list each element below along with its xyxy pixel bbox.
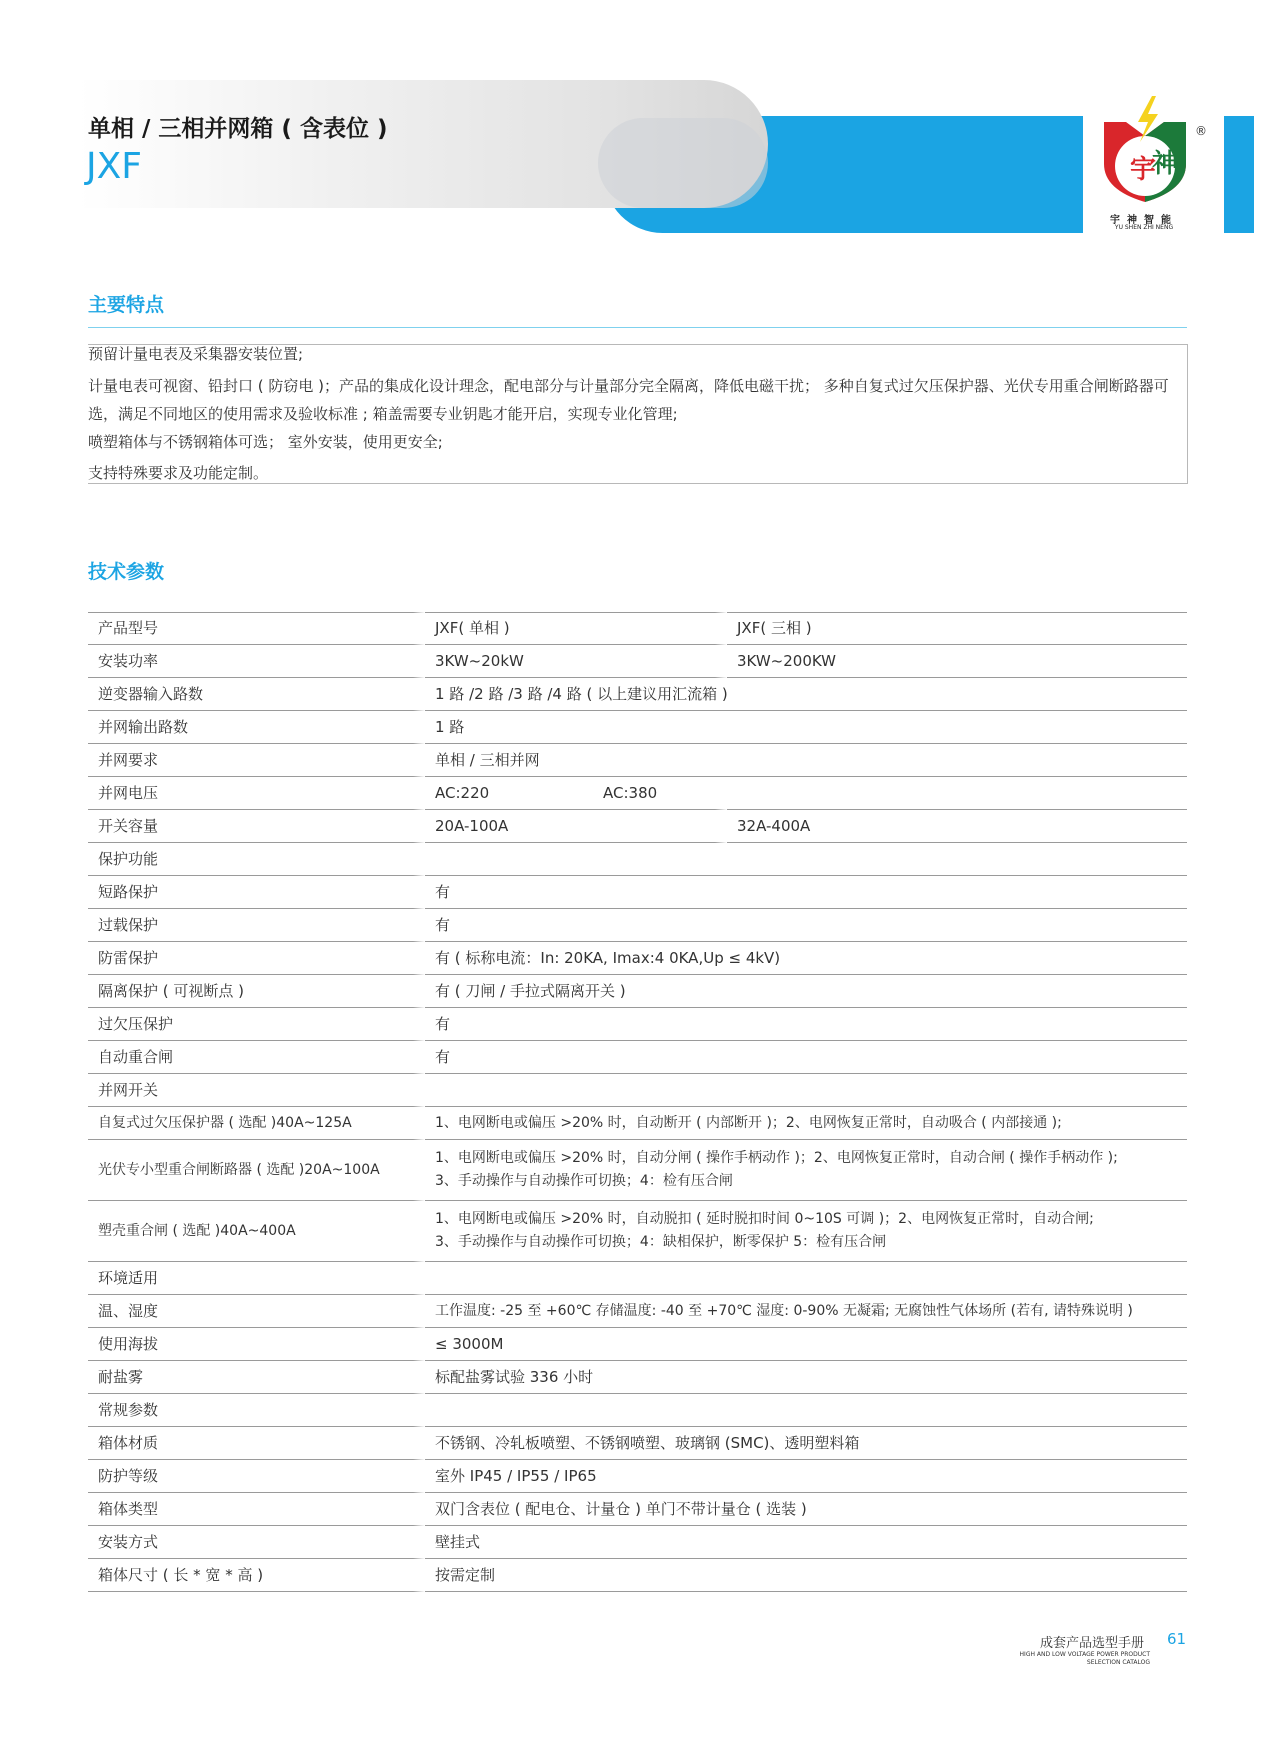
spec-label: 使用海拔 bbox=[88, 1328, 425, 1361]
spec-label: 开关容量 bbox=[88, 810, 425, 843]
spec-label: 安装功率 bbox=[88, 645, 425, 678]
spec-value: 按需定制 bbox=[425, 1559, 1187, 1592]
spec-label: 并网要求 bbox=[88, 744, 425, 777]
spec-value: 壁挂式 bbox=[425, 1526, 1187, 1559]
table-row bbox=[88, 975, 1187, 1008]
spec-value: 有 bbox=[425, 1008, 1187, 1041]
table-row bbox=[88, 1460, 1187, 1493]
footer-catalog-en bbox=[980, 1651, 1150, 1667]
spec-label: 塑壳重合闸 ( 选配 )40A~400A bbox=[88, 1201, 425, 1262]
table-row bbox=[88, 645, 1187, 678]
table-row bbox=[88, 612, 1187, 645]
table-row bbox=[88, 843, 1187, 876]
spec-label: 保护功能 bbox=[88, 843, 425, 876]
spec-label: 箱体材质 bbox=[88, 1427, 425, 1460]
table-row bbox=[88, 810, 1187, 843]
spec-value bbox=[425, 1074, 1187, 1107]
spec-label: 光伏专小型重合闸断路器 ( 选配 )20A~100A bbox=[88, 1140, 425, 1201]
footer-catalog-cn: 成套产品选型手册 bbox=[1040, 1636, 1145, 1651]
spec-value: 有 bbox=[425, 876, 1187, 909]
table-row bbox=[88, 777, 1187, 810]
table-row bbox=[88, 744, 1187, 777]
spec-label: 常规参数 bbox=[88, 1394, 425, 1427]
table-row bbox=[88, 711, 1187, 744]
spec-value: 标配盐雾试验 336 小时 bbox=[425, 1361, 1187, 1394]
table-row bbox=[88, 1559, 1187, 1592]
spec-label: 并网输出路数 bbox=[88, 711, 425, 744]
spec-value: 3KW~200KW bbox=[727, 645, 1187, 678]
spec-label: 自复式过欠压保护器 ( 选配 )40A~125A bbox=[88, 1107, 425, 1140]
brand-logo bbox=[1100, 92, 1190, 204]
footer-catalog-en-line: HIGH AND LOW VOLTAGE POWER PRODUCT bbox=[1019, 1651, 1150, 1658]
spec-value: 1、电网断电或偏压 >20% 时，自动脱扣 ( 延时脱扣时间 0~10S 可调 )；2、电网恢复正常时，自动合闸; bbox=[435, 1211, 1094, 1227]
table-row bbox=[88, 1361, 1187, 1394]
spec-label: 过欠压保护 bbox=[88, 1008, 425, 1041]
spec-label: 并网电压 bbox=[88, 777, 425, 810]
feature-item: 计量电表可视窗、铅封口 ( 防窃电 )；产品的集成化设计理念，配电部分与计量部分完全隔离，降低电磁干扰； 多种自复式过欠压保护器、光伏专用重合闸断路器可选，满足不同地区的使用需求及验收标准 ; 箱盖需要专业钥匙才能开启，实现专业化管理; bbox=[88, 377, 1169, 423]
table-row bbox=[88, 1262, 1187, 1295]
spec-label: 隔离保护 ( 可视断点 ) bbox=[88, 975, 425, 1008]
spec-value: AC:220 bbox=[435, 783, 490, 802]
spec-value: JXF( 单相 ) bbox=[425, 612, 727, 645]
spec-table bbox=[88, 612, 1187, 1592]
page-title: 单相 / 三相并网箱 ( 含表位 ) bbox=[88, 116, 388, 142]
spec-value: 3、手动操作与自动操作可切换；4：检有压合闸 bbox=[435, 1173, 733, 1189]
model-code: JXF bbox=[86, 146, 142, 187]
table-row bbox=[88, 1394, 1187, 1427]
spec-label: 安装方式 bbox=[88, 1526, 425, 1559]
spec-value-pair bbox=[425, 777, 727, 810]
table-row bbox=[88, 1328, 1187, 1361]
spec-value bbox=[425, 1394, 1187, 1427]
spec-label: 短路保护 bbox=[88, 876, 425, 909]
footer-catalog-en-line: SELECTION CATALOG bbox=[1086, 1659, 1150, 1666]
spec-label: 过载保护 bbox=[88, 909, 425, 942]
spec-value: 1 路 /2 路 /3 路 /4 路 ( 以上建议用汇流箱 ) bbox=[425, 678, 1187, 711]
header-blue-edge bbox=[1224, 116, 1254, 233]
spec-value: ≤ 3000M bbox=[425, 1328, 1187, 1361]
features-rule bbox=[88, 327, 1187, 328]
svg-text:神: 神 bbox=[1152, 149, 1179, 179]
spec-value: 1、电网断电或偏压 >20% 时，自动分闸 ( 操作手柄动作 )；2、电网恢复正常时，自动合闸 ( 操作手柄动作 ); bbox=[435, 1150, 1118, 1166]
table-row bbox=[88, 1041, 1187, 1074]
spec-label: 并网开关 bbox=[88, 1074, 425, 1107]
table-row bbox=[88, 1107, 1187, 1140]
table-row bbox=[88, 1295, 1187, 1328]
spec-value: 3、手动操作与自动操作可切换；4：缺相保护，断零保护 5：检有压合闸 bbox=[435, 1234, 887, 1250]
table-row bbox=[88, 1201, 1187, 1262]
specs-title: 技术参数 bbox=[88, 561, 165, 583]
spec-label: 逆变器输入路数 bbox=[88, 678, 425, 711]
spec-label: 产品型号 bbox=[88, 612, 425, 645]
spec-label: 防护等级 bbox=[88, 1460, 425, 1493]
page-number: 61 bbox=[1167, 1630, 1187, 1648]
table-row bbox=[88, 1008, 1187, 1041]
table-row bbox=[88, 942, 1187, 975]
spec-value: 工作温度: -25 至 +60℃ 存储温度: -40 至 +70℃ 湿度: 0-90% 无凝霜; 无腐蚀性气体场所 (若有, 请特殊说明 ) bbox=[425, 1295, 1187, 1328]
spec-value: 32A-400A bbox=[727, 810, 1187, 843]
table-row bbox=[88, 1493, 1187, 1526]
features-title: 主要特点 bbox=[88, 294, 165, 316]
table-row bbox=[88, 1427, 1187, 1460]
spec-value: 有 bbox=[425, 1041, 1187, 1074]
registered-mark: ® bbox=[1195, 124, 1207, 138]
table-row bbox=[88, 1140, 1187, 1201]
spec-label: 防雷保护 bbox=[88, 942, 425, 975]
spec-value: 3KW~20kW bbox=[425, 645, 727, 678]
spec-label: 耐盐雾 bbox=[88, 1361, 425, 1394]
feature-item: 支持特殊要求及功能定制。 bbox=[88, 464, 269, 482]
spec-value bbox=[425, 1262, 1187, 1295]
spec-label: 环境适用 bbox=[88, 1262, 425, 1295]
brand-name-en: YU SHEN ZHI NENG bbox=[1114, 224, 1174, 231]
feature-item: 预留计量电表及采集器安装位置; bbox=[88, 345, 304, 363]
spec-value: 不锈钢、冷轧板喷塑、不锈钢喷塑、玻璃钢 (SMC)、透明塑料箱 bbox=[425, 1427, 1187, 1460]
spec-label: 箱体类型 bbox=[88, 1493, 425, 1526]
table-row bbox=[88, 678, 1187, 711]
spec-value: JXF( 三相 ) bbox=[727, 612, 1187, 645]
spec-value: 20A-100A bbox=[425, 810, 727, 843]
svg-text:宇: 宇 bbox=[1130, 155, 1157, 185]
spec-value: 有 bbox=[425, 909, 1187, 942]
spec-value: 有 ( 标称电流：In: 20KA, Imax:4 0KA,Up ≤ 4kV) bbox=[425, 942, 1187, 975]
spec-value: 1、电网断电或偏压 >20% 时，自动断开 ( 内部断开 )；2、电网恢复正常时，自动吸合 ( 内部接通 ); bbox=[425, 1107, 1187, 1140]
spec-value-multiline bbox=[425, 1140, 1187, 1201]
spec-label: 箱体尺寸 ( 长 * 宽 * 高 ) bbox=[88, 1559, 425, 1592]
header-ghost-shape bbox=[598, 118, 768, 208]
spec-label: 温、湿度 bbox=[88, 1295, 425, 1328]
spec-value: AC:380 bbox=[603, 783, 658, 802]
spec-value: 双门含表位 ( 配电仓、计量仓 ) 单门不带计量仓 ( 选装 ) bbox=[425, 1493, 1187, 1526]
spec-value bbox=[727, 777, 1187, 810]
table-row bbox=[88, 1074, 1187, 1107]
feature-item: 喷塑箱体与不锈钢箱体可选； 室外安装，使用更安全; bbox=[88, 433, 443, 451]
table-row bbox=[88, 1526, 1187, 1559]
spec-value: 单相 / 三相并网 bbox=[425, 744, 1187, 777]
table-row bbox=[88, 876, 1187, 909]
spec-value: 1 路 bbox=[425, 711, 1187, 744]
spec-label: 自动重合闸 bbox=[88, 1041, 425, 1074]
spec-value: 室外 IP45 / IP55 / IP65 bbox=[425, 1460, 1187, 1493]
table-row bbox=[88, 909, 1187, 942]
spec-value bbox=[425, 843, 1187, 876]
spec-value-multiline bbox=[425, 1201, 1187, 1262]
brand-name-cn: 宇神智能 bbox=[1110, 215, 1178, 226]
spec-value: 有 ( 刀闸 / 手拉式隔离开关 ) bbox=[425, 975, 1187, 1008]
